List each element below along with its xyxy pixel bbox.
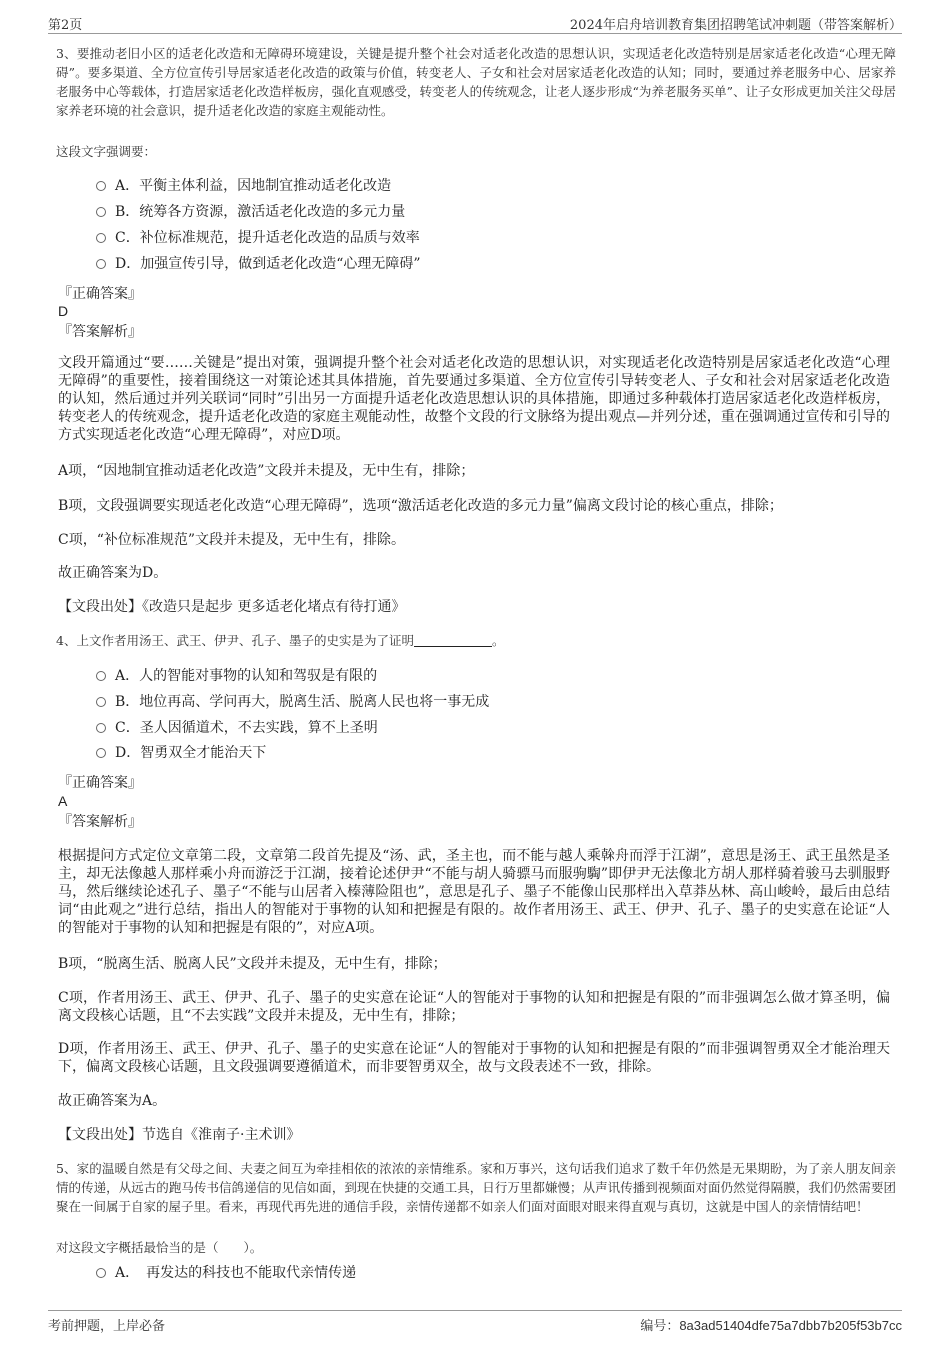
- q4-answer-label: 『正确答案』: [58, 774, 142, 790]
- q3-option-a[interactable]: A．平衡主体利益，因地制宜推动适老化改造: [96, 176, 391, 196]
- page-footer: [48, 1310, 902, 1334]
- q3-analysis-a: A项，“因地制宜推动适老化改造”文段并未提及，无中生有，排除；: [58, 463, 475, 479]
- q4-analysis-label: 『答案解析』: [58, 813, 142, 829]
- q4-analysis-d: D项，作者用汤王、武王、伊尹、孔子、墨子的史实意在论证“人的智能对于事物的认知和把握是有限的”而非强调智勇双全才能治理天下，偏离文段核心话题，且文段强调要遵循道术，而非要智勇双全，故与文段表述不一致，排除。: [58, 1041, 890, 1075]
- radio-icon[interactable]: [96, 723, 106, 733]
- q3-conclusion: 故正确答案为D。: [58, 565, 168, 581]
- q3-answer: D: [58, 303, 69, 319]
- radio-icon[interactable]: [96, 1268, 106, 1278]
- radio-icon[interactable]: [96, 748, 106, 758]
- footer-slogan: 考前押题，上岸必备: [48, 1319, 166, 1334]
- q4-option-b[interactable]: B．地位再高、学问再大，脱离生活、脱离人民也将一事无成: [96, 692, 489, 712]
- page-number: 第2页: [48, 18, 83, 33]
- radio-icon[interactable]: [96, 207, 106, 217]
- radio-icon[interactable]: [96, 671, 106, 681]
- q3-option-d[interactable]: D．加强宣传引导，做到适老化改造“心理无障碍”: [96, 254, 421, 274]
- q3-answer-label: 『正确答案』: [58, 285, 142, 301]
- q4-analysis-main: 根据提问方式定位文章第二段，文章第二段首先提及“汤、武，圣主也，而不能与越人乘榦舟而浮于江湖”，意思是汤王、武王虽然是圣主，却无法像越人那样乘小舟而游泛于江湖，接着论述伊尹“不能与胡人骑骠马而服驹騊”即伊尹无法像北方胡人那样骑着骏马去驯服野马，然后继续论述孔子、墨子“不能与山居者入榛薄险阻也”，意思是孔子、墨子不能像山民那样出入草莽丛林、高山峻岭，最后由总结词“由此观之”进行总结，指出人的智能对于事物的认知和把握是有限的。故作者用汤王、武王、伊尹、孔子、墨子的史实意在论证“人的智能对于事物的认知和把握是有限的”，对应A项。: [58, 848, 890, 936]
- q3-source: 【文段出处】《改造只是起步 更多适老化堵点有待打通》: [58, 599, 406, 615]
- q4-option-c[interactable]: C．圣人因循道术，不去实践，算不上圣明: [96, 718, 378, 738]
- q4-answer: A: [58, 793, 68, 809]
- document-id: 编号：8a3ad51404dfe75a7dbb7b205f53b7cc: [640, 1318, 902, 1334]
- radio-icon[interactable]: [96, 259, 106, 269]
- q3-option-b[interactable]: B．统筹各方资源，激活适老化改造的多元力量: [96, 202, 405, 222]
- answer-blank: [414, 635, 492, 647]
- q4-source: 【文段出处】节选自《淮南子·主术训》: [58, 1127, 301, 1143]
- radio-icon[interactable]: [96, 181, 106, 191]
- q3-question: 这段文字强调要：: [56, 144, 157, 159]
- q3-stem: 3、要推动老旧小区的适老化改造和无障碍环境建设，关键是提升整个社会对适老化改造的思想认识，实现适老化改造特别是居家适老化改造“心理无障碍”。要多渠道、全方位宣传引导居家适老化改造的政策与价值，转变老人、子女和社会对居家适老化改造的认知；同时，要通过养老服务中心、居家养老服务中心等载体，打造居家适老化改造样板房，强化直观感受，转变老人的传统观念，让老人逐步形成“为养老服务买单”、让子女形成更加关注父母居家养老环境的社会意识，提升适老化改造的家庭主观能动性。: [56, 46, 896, 118]
- q5-option-a[interactable]: A． 再发达的科技也不能取代亲情传递: [96, 1263, 356, 1283]
- q4-analysis-b: B项，“脱离生活、脱离人民”文段并未提及，无中生有，排除；: [58, 956, 447, 972]
- radio-icon[interactable]: [96, 697, 106, 707]
- q4-option-a[interactable]: A．人的智能对事物的认知和驾驭是有限的: [96, 666, 377, 686]
- q3-option-c[interactable]: C．补位标准规范，提升适老化改造的品质与效率: [96, 228, 420, 248]
- q3-analysis-main: 文段开篇通过“要……关键是”提出对策，强调提升整个社会对适老化改造的思想认识，对实现适老化改造特别是居家适老化改造“心理无障碍”的重要性，接着围绕这一对策论述其具体措施，首先要通过多渠道、全方位宣传引导转变老人、子女和社会对居家适老化改造的认知，然后通过并列关联词“同时”引出另一方面提升适老化改造思想认识的具体措施，即通过多种载体打造居家适老化改造样板房，转变老人的传统观念，提升适老化改造的家庭主观能动性，故整个文段的行文脉络为提出观点—并列分述，重在强调通过宣传和引导的方式实现适老化改造“心理无障碍”，对应D项。: [58, 355, 890, 443]
- q5-stem: 5、家的温暖自然是有父母之间、夫妻之间互为牵挂相依的浓浓的亲情维系。家和万事兴，这句话我们追求了数千年仍然是无果期盼，为了亲人朋友间亲情的传递，从远古的跑马传书信鸽递信的见信如面，到现在快捷的交通工具，日行万里都嫌慢；从声讯传播到视频面对面仍然觉得隔膜，我们仍然需要团聚在一间属于自家的屋子里。看来，再现代再先进的通信手段，亲情传递都不如亲人们面对面眼对眼来得直观与真切，这就是中国人的亲情情结吧！: [56, 1161, 896, 1214]
- radio-icon[interactable]: [96, 233, 106, 243]
- q4-conclusion: 故正确答案为A。: [58, 1093, 167, 1109]
- document-title: 2024年启舟培训教育集团招聘笔试冲刺题（带答案解析）: [569, 18, 902, 33]
- q3-analysis-b: B项，文段强调要实现适老化改造“心理无障碍”，选项“激活适老化改造的多元力量”偏离文段讨论的核心重点，排除；: [58, 498, 783, 514]
- q4-analysis-c: C项，作者用汤王、武王、伊尹、孔子、墨子的史实意在论证“人的智能对于事物的认知和把握是有限的”而非强调怎么做才算圣明，偏离文段核心话题，且“不去实践”文段并未提及，无中生有，排除；: [58, 990, 890, 1024]
- q4-stem: 4、上文作者用汤王、武王、伊尹、孔子、墨子的史实是为了证明 。: [56, 633, 505, 648]
- page-header: [48, 12, 902, 34]
- q5-question: 对这段文字概括最恰当的是（ ）。: [56, 1240, 263, 1255]
- q3-analysis-c: C项，“补位标准规范”文段并未提及，无中生有，排除。: [58, 532, 406, 548]
- q4-option-d[interactable]: D．智勇双全才能治天下: [96, 743, 266, 763]
- q3-analysis-label: 『答案解析』: [58, 323, 142, 339]
